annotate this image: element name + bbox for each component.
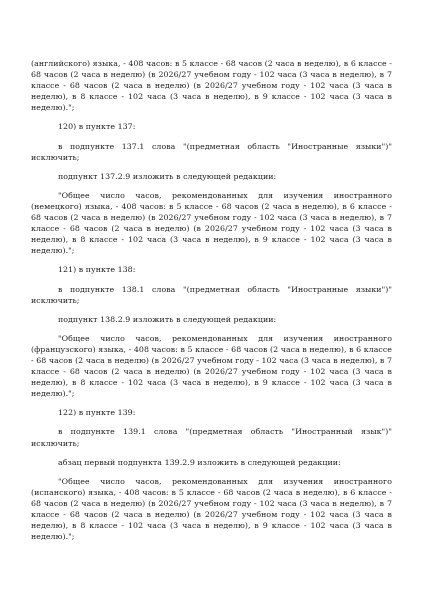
item-121: 121) в пункте 138: xyxy=(58,265,136,275)
paragraph-english-hours: (английского) языка, - 408 часов: в 5 классе - 68 часов (2 часа в неделю), в 6 классе - 68 часов (2 часа в неделю) (в 2026/27 учебном году - 102 часа (3 часа в неделю), в 7 классе - 68 часов (2 часа в неделю) (в 2026/27 учебном году - 102 часа (3 часа в неделю), в 8 классе - 102 часа (3 часа в неделю), в 9 классе - 102 часа (3 часа в неделю)."; xyxy=(31,59,392,113)
item-122: 122) в пункте 139: xyxy=(58,408,136,418)
paragraph-138-2-9-intro: подпункт 138.2.9 изложить в следующей редакции: xyxy=(58,314,277,324)
paragraph-137-2-9-intro: подпункт 137.2.9 изложить в следующей редакции: xyxy=(58,171,277,181)
paragraph-138-1: в подпункте 138.1 слова "(предметная область "Иностранные языки")" исключить; xyxy=(31,284,392,305)
paragraph-spanish-hours: "Общее число часов, рекомендованных для изучения иностранного (испанского) языка, - 408 часов: в 5 классе - 68 часов (2 часа в неделю), в 6 классе - 68 часов (2 часа в неделю) (в 2026/27 учебном году - 102 часа (3 часа в неделю), в 7 классе - 68 часов (2 часа в неделю) (в 2026/27 учебном году - 102 часа (3 часа в неделю), в 8 классе - 102 часа (3 часа в неделю), в 9 классе - 102 часа (3 часа в неделю)."; xyxy=(31,476,392,542)
item-120: 120) в пункте 137: xyxy=(58,122,136,132)
paragraph-french-hours: "Общее число часов, рекомендованных для изучения иностранного (французского) языка, - 408 часов: в 5 классе - 68 часов (2 часа в неделю), в 6 классе - 68 часов (2 часа в неделю) (в 2026/27 учебном году - 102 часа (3 часа в неделю), в 7 классе - 68 часов (2 часа в неделю) (в 2026/27 учебном году - 102 часа (3 часа в неделю), в 8 классе - 102 часа (3 часа в неделю), в 9 классе - 102 часа (3 часа в неделю)."; xyxy=(31,333,392,399)
paragraph-139-1: в подпункте 139.1 слова "(предметная область "Иностранный язык")" исключить; xyxy=(31,427,392,448)
paragraph-german-hours: "Общее число часов, рекомендованных для изучения иностранного (немецкого) языка, - 408 часов: в 5 классе - 68 часов (2 часа в неделю), в 6 классе - 68 часов (2 часа в неделю) (в 2026/27 учебном году - 102 часа (3 часа в неделю), в 7 классе - 68 часов (2 часа в неделю) (в 2026/27 учебном году - 102 часа (3 часа в неделю), в 8 классе - 102 часа (3 часа в неделю), в 9 классе - 102 часа (3 часа в неделю)."; xyxy=(31,190,392,256)
paragraph-139-2-9-intro: абзац первый подпункта 139.2.9 изложить в следующей редакции: xyxy=(58,457,341,467)
paragraph-137-1: в подпункте 137.1 слова "(предметная область "Иностранные языки")" исключить; xyxy=(31,141,392,162)
